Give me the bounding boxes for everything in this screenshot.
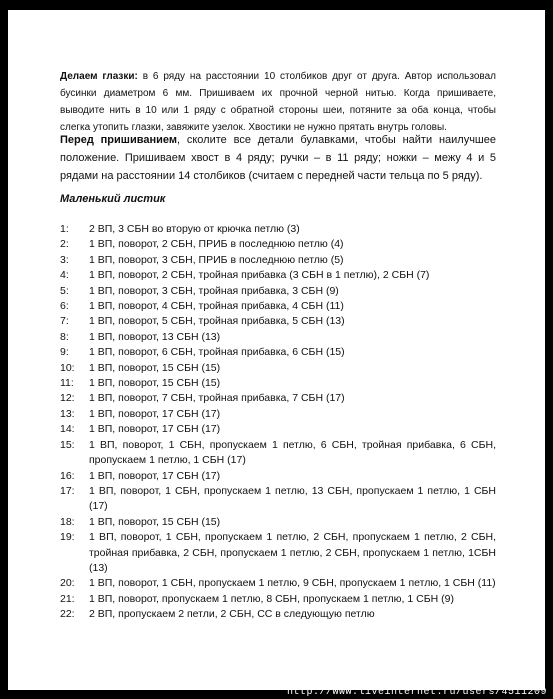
section-heading: Маленький листик <box>60 193 166 205</box>
row-text: 2 ВП, пропускаем 2 петли, 2 СБН, СС в следующую петлю <box>89 608 375 621</box>
instruction-row <box>60 284 496 299</box>
instruction-row <box>60 438 496 469</box>
row-text: 1 ВП, поворот, 5 СБН, тройная прибавка, 5 СБН (13) <box>89 315 345 328</box>
row-text: 1 ВП, поворот, 2 СБН, тройная прибавка (3 СБН в 1 петлю), 2 СБН (7) <box>89 269 430 282</box>
instruction-row <box>60 515 496 530</box>
row-number: 16: <box>60 469 75 482</box>
instruction-row <box>60 345 496 360</box>
row-text: 1 ВП, поворот, 1 СБН, пропускаем 1 петлю, 2 СБН, пропускаем 1 петлю, 2 СБН, тройная прибавка, 2 СБН, пропускаем 1 петлю, 2 СБН, пропускаем 1 петлю, 1СБН (13) <box>89 531 496 574</box>
row-text: 1 ВП, поворот, 3 СБН, тройная прибавка, 3 СБН (9) <box>89 284 339 297</box>
row-number: 22: <box>60 608 75 621</box>
row-number: 3: <box>60 253 69 266</box>
row-text: 2 ВП, 3 СБН во вторую от крючка петлю (3) <box>89 223 300 235</box>
instruction-row <box>60 222 496 237</box>
row-text: 1 ВП, поворот, пропускаем 1 петлю, 8 СБН, пропускаем 1 петлю, 1 СБН (9) <box>89 592 454 605</box>
instruction-row <box>60 469 496 484</box>
instruction-row <box>60 253 496 268</box>
row-number: 13: <box>60 407 75 420</box>
paragraph-sewing-lead: Перед пришиванием <box>60 134 177 146</box>
instruction-row <box>60 330 496 345</box>
row-number: 10: <box>60 361 75 374</box>
instruction-row <box>60 407 496 422</box>
row-text: 1 ВП, поворот, 7 СБН, тройная прибавка, 7 СБН (17) <box>89 392 345 405</box>
instruction-row <box>60 237 496 252</box>
instruction-row <box>60 268 496 283</box>
row-text: 1 ВП, поворот, 1 СБН, пропускаем 1 петлю, 6 СБН, тройная прибавка, 6 СБН, пропускаем 1 петлю, 1 СБН (17) <box>89 438 496 467</box>
row-number: 12: <box>60 392 75 405</box>
row-number: 9: <box>60 346 69 359</box>
instruction-row <box>60 361 496 376</box>
row-number: 21: <box>60 592 75 605</box>
instruction-row <box>60 530 496 576</box>
instruction-row <box>60 299 496 314</box>
row-text: 1 ВП, поворот, 1 СБН, пропускаем 1 петлю, 9 СБН, пропускаем 1 петлю, 1 СБН (11) <box>89 577 496 590</box>
row-text: 1 ВП, поворот, 1 СБН, пропускаем 1 петлю, 13 СБН, пропускаем 1 петлю, 1 СБН (17) <box>89 484 496 513</box>
row-number: 20: <box>60 577 75 590</box>
row-text: 1 ВП, поворот, 15 СБН (15) <box>89 361 221 374</box>
instruction-rows <box>60 222 496 623</box>
paragraph-eyes-lead: Делаем глазки: <box>60 71 138 82</box>
row-number: 8: <box>60 330 69 343</box>
row-text: 1 ВП, поворот, 17 СБН (17) <box>89 407 221 420</box>
row-number: 18: <box>60 515 75 528</box>
row-text: 1 ВП, поворот, 17 СБН (17) <box>89 469 221 482</box>
row-number: 17: <box>60 484 75 497</box>
row-number: 6: <box>60 300 69 313</box>
row-number: 7: <box>60 315 69 328</box>
watermark-url: http://www.liveinternet.ru/users/4511209 <box>286 687 547 698</box>
row-text: 1 ВП, поворот, 2 СБН, ПРИБ в последнюю петлю (4) <box>89 238 344 251</box>
instruction-row <box>60 422 496 437</box>
instruction-row <box>60 391 496 406</box>
paragraph-sewing <box>60 131 496 185</box>
document-page <box>8 10 545 690</box>
instruction-row <box>60 592 496 607</box>
row-text: 1 ВП, поворот, 17 СБН (17) <box>89 423 221 436</box>
row-number: 19: <box>60 531 75 544</box>
row-text: 1 ВП, поворот, 6 СБН, тройная прибавка, 6 СБН (15) <box>89 346 345 359</box>
instruction-row <box>60 314 496 329</box>
row-number: 5: <box>60 284 69 297</box>
paragraph-eyes-text: в 6 ряду на расстоянии 10 столбиков друг от друга. Автор использовал бусинки диаметром 6 мм. Пришиваем их прочной черной нитью. Когда пришиваете, выводите нить в 10 или 1 ряду с обратной стороны шеи, потяните за оба конца, чтобы слегка утопить глазки, завяжите узелок. Хвостики не нужно прятать внутрь головы. <box>60 71 497 133</box>
row-text: 1 ВП, поворот, 13 СБН (13) <box>89 330 221 343</box>
instruction-row <box>60 484 496 515</box>
row-text: 1 ВП, поворот, 4 СБН, тройная прибавка, 4 СБН (11) <box>89 300 344 313</box>
instruction-row <box>60 576 496 591</box>
paragraph-eyes <box>60 68 496 136</box>
row-number: 1: <box>60 223 69 235</box>
row-number: 2: <box>60 238 69 251</box>
instruction-row <box>60 607 496 622</box>
row-number: 15: <box>60 438 75 451</box>
row-number: 11: <box>60 377 74 390</box>
row-number: 14: <box>60 423 75 436</box>
row-text: 1 ВП, поворот, 15 СБН (15) <box>89 515 221 528</box>
row-number: 4: <box>60 269 69 282</box>
paragraph-sewing-text: , сколите все детали булавками, чтобы найти наилучшее положение. Пришиваем хвост в 4 ряду; ручки – в 11 ряду; ножки – межу 4 и 5 рядами на расстоянии 14 столбиков (считаем с передней части тельца по 5 ряду). <box>60 134 496 182</box>
instruction-row <box>60 376 496 391</box>
row-text: 1 ВП, поворот, 15 СБН (15) <box>89 377 221 390</box>
row-text: 1 ВП, поворот, 3 СБН, ПРИБ в последнюю петлю (5) <box>89 253 344 266</box>
